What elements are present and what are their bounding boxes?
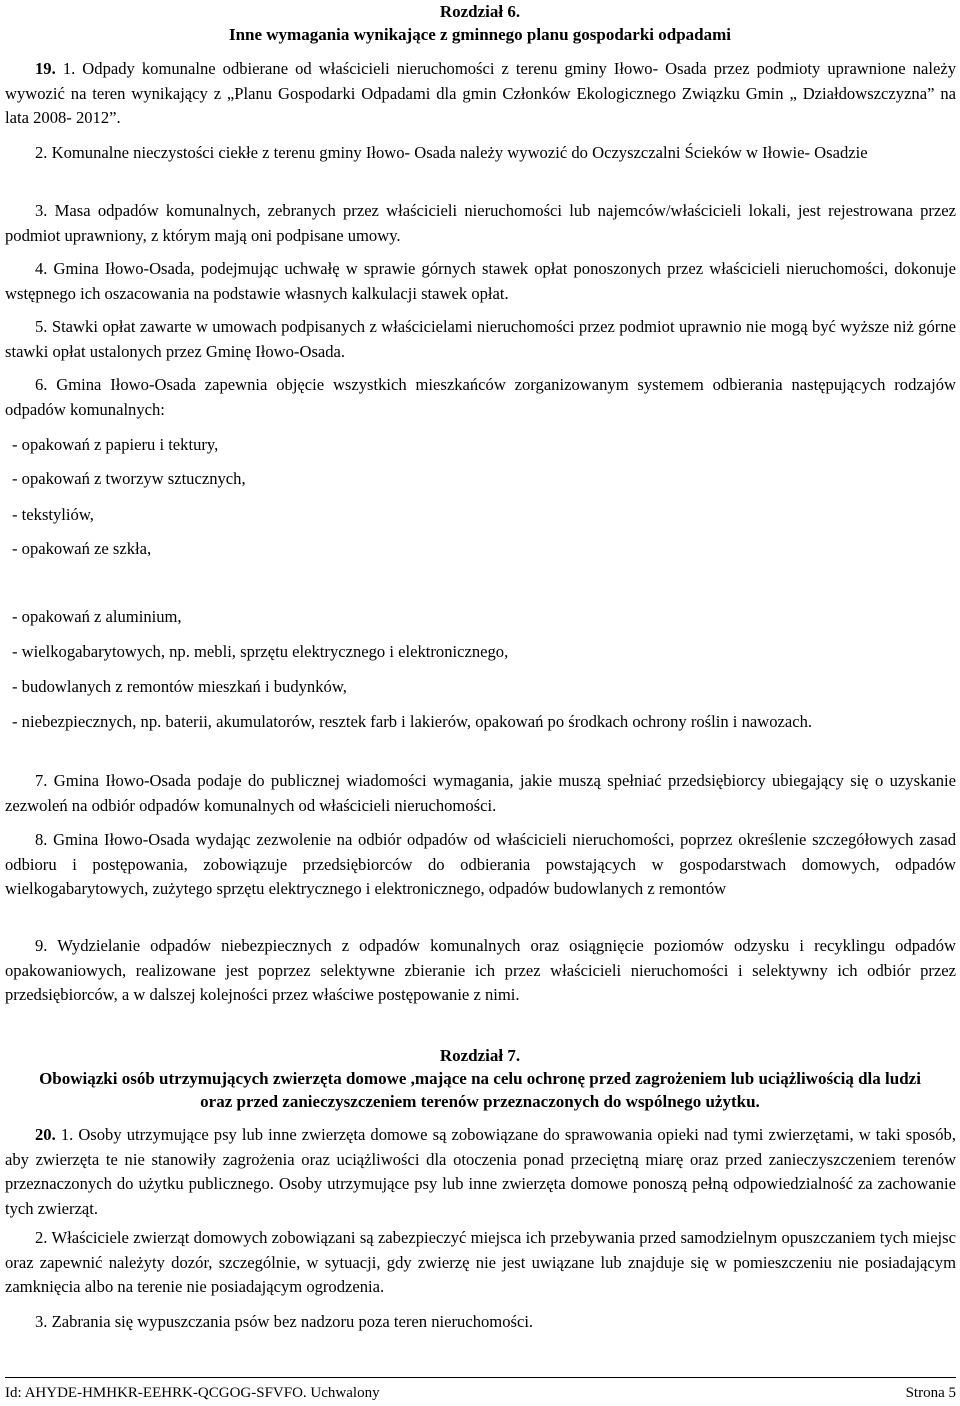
section-19-paragraph-5: 5. Stawki opłat zawarte w umowach podpisanych z właścicielami nieruchomości przez podmiot uprawnio nie mogą być wyższe niż górne stawki opłat ustalonych przez Gminę Iłowo-Osada. xyxy=(5,317,956,361)
section-19-paragraph-8: 8. Gmina Iłowo-Osada wydając zezwolenie na odbiór odpadów od właścicieli nieruchomości, poprzez określenie szczegółowych zasad odbioru i postępowania, zobowiązuje przedsiębiorców do odbierania powstających w gospodarstwach domowych, odpadów wielkogabarytowych, zużytego sprzętu elektrycznego i elektronicznego, odpadów budowlanych z remontów xyxy=(5,830,956,898)
paragraph-text: 1. Osoby utrzymujące psy lub inne zwierzęta domowe są zobowiązane do sprawowania opieki nad tymi zwierzętami, w taki sposób, aby zwierzęta te nie stanowiły zagrożenia oraz uciążliwości dla otoczenia ponad przeciętną miarę oraz przed zanieczyszczeniem terenów przeznaczonych do użytku publicznego. Osoby utrzymujące psy lub inne zwierzęta domowe ponoszą pełną odpowiedzialność za zachowanie tych zwierząt. xyxy=(5,1125,956,1218)
list-item: - budowlanych z remontów mieszkań i budynków, xyxy=(12,677,347,696)
chapter-7-title: Rozdział 7. xyxy=(439,1046,521,1065)
section-20-paragraph-3: 3. Zabrania się wypuszczania psów bez nadzoru poza teren nieruchomości. xyxy=(35,1312,534,1331)
chapter-6-heading xyxy=(0,0,960,46)
chapter-7-subtitle: Obowiązki osób utrzymujących zwierzęta domowe ,mające na celu ochronę przed zagrożeniem lub uciążliwością dla ludzi oraz przed zanieczyszczeniem terenów przeznaczonych do wspólnego użytku. xyxy=(39,1069,921,1111)
section-19-paragraph-2: 2. Komunalne nieczystości ciekłe z terenu gminy Iłowo- Osada należy wywozić do Oczyszczalni Ścieków w Iłowie- Osadzie xyxy=(35,143,868,162)
section-19-number: 19. xyxy=(35,59,56,78)
list-item: - wielkogabarytowych, np. mebli, sprzętu elektrycznego i elektronicznego, xyxy=(12,642,509,661)
footer-divider xyxy=(5,1377,956,1378)
section-19-paragraph-1 xyxy=(5,57,956,131)
chapter-6-subtitle: Inne wymagania wynikające z gminnego planu gospodarki odpadami xyxy=(228,25,732,44)
paragraph-text: 1. Odpady komunalne odbierane od właścicieli nieruchomości z terenu gminy Iłowo- Osada przez podmioty uprawnione należy wywozić na teren wynikający z „Planu Gospodarki Odpadami dla gmin Członków Ekologicznego Związku Gmin „ Działdowszczyzna” na lata 2008- 2012”. xyxy=(5,59,957,127)
list-item: - opakowań ze szkła, xyxy=(12,539,152,558)
list-item: - tekstyliów, xyxy=(12,505,94,524)
section-20-paragraph-2: 2. Właściciele zwierząt domowych zobowiązani są zabezpieczyć miejsca ich przebywania przed samodzielnym opuszczaniem tych miejsc oraz zapewnić należyty dozór, szczególnie, w sytuacji, gdy zwierzę nie jest uwiązane lub znajduje się w pomieszczeniu nie posiadającym zamknięcia albo na terenie nie posiadającym ogrodzenia. xyxy=(5,1228,956,1296)
list-item: - opakowań z papieru i tektury, xyxy=(12,435,219,454)
document-id: Id: AHYDE-HMHKR-EEHRK-QCGOG-SFVFO. Uchwalony xyxy=(5,1385,380,1401)
section-20-paragraph-1 xyxy=(5,1123,956,1221)
list-item: - opakowań z tworzyw sztucznych, xyxy=(12,469,246,488)
list-item: - niebezpiecznych, np. baterii, akumulatorów, resztek farb i lakierów, opakowań po środkach ochrony roślin i nawozach. xyxy=(12,712,813,731)
list-item: - opakowań z aluminium, xyxy=(12,607,182,626)
section-19-paragraph-3: 3. Masa odpadów komunalnych, zebranych przez właścicieli nieruchomości lub najemców/właścicieli lokali, jest rejestrowana przez podmiot uprawniony, z którym mają oni podpisane umowy. xyxy=(5,201,956,245)
section-19-paragraph-4: 4. Gmina Iłowo-Osada, podejmując uchwałę w sprawie górnych stawek opłat ponoszonych przez właścicieli nieruchomości, dokonuje wstępnego ich oszacowania na podstawie własnych kalkulacji stawek opłat. xyxy=(5,259,956,303)
section-19-paragraph-9: 9. Wydzielanie odpadów niebezpiecznych z odpadów komunalnych oraz osiągnięcie poziomów odzysku i recyklingu odpadów opakowaniowych, realizowane jest poprzez selektywne zbieranie ich przez właścicieli nieruchomości i selektywny ich odbiór przez przedsiębiorców, a w dalszej kolejności przez właściwe postępowanie z nimi. xyxy=(5,936,956,1004)
page-number: Strona 5 xyxy=(905,1385,956,1401)
section-19-paragraph-7: 7. Gmina Iłowo-Osada podaje do publicznej wiadomości wymagania, jakie muszą spełniać przedsiębiorcy ubiegający się o uzyskanie zezwoleń na odbiór odpadów komunalnych od właścicieli nieruchomości. xyxy=(5,771,956,815)
section-19-paragraph-6: 6. Gmina Iłowo-Osada zapewnia objęcie wszystkich mieszkańców zorganizowanym systemem odbierania następujących rodzajów odpadów komunalnych: xyxy=(5,375,956,419)
section-20-number: 20. xyxy=(35,1125,56,1144)
chapter-6-title: Rozdział 6. xyxy=(439,2,521,21)
chapter-7-heading xyxy=(30,1044,930,1113)
